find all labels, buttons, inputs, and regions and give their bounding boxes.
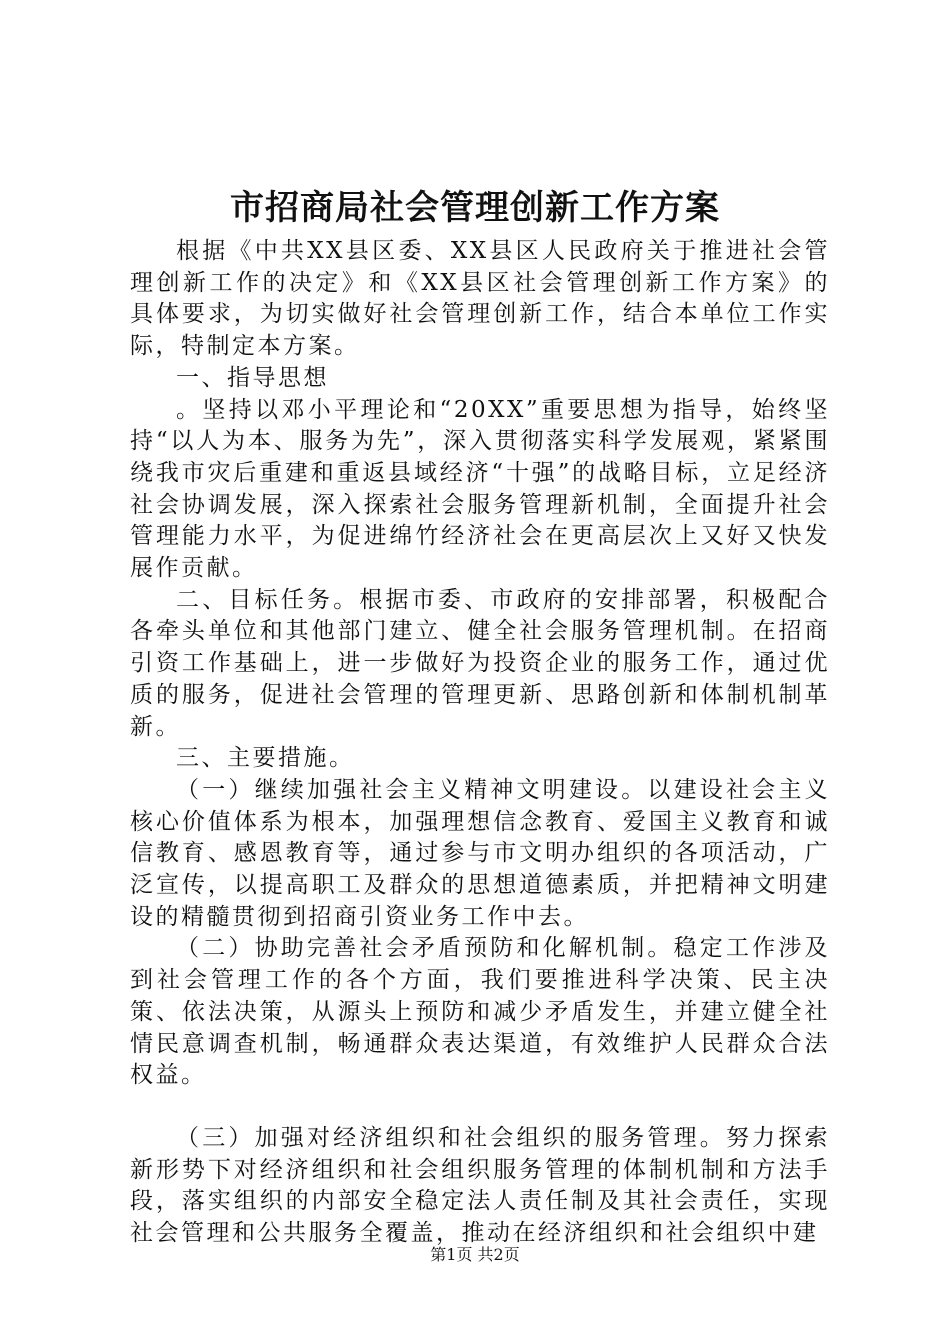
paragraph-measure-1: （一）继续加强社会主义精神文明建设。以建设社会主义核心价值体系为根本，加强理想信念教育、爱国主义教育和诚信教育、感恩教育等，通过参与市文明办组织的各项活动，广泛宣传，以提高职工及群众的思想道德素质，并把精神文明建设的精髓贯彻到招商引资业务工作中去。 — [130, 776, 830, 930]
paragraph-intro: 根据《中共XX县区委、XX县区人民政府关于推进社会管理创新工作的决定》和《XX县区社会管理创新工作方案》的具体要求，为切实做好社会管理创新工作，结合本单位工作实际，特制定本方案。 — [130, 238, 830, 360]
paragraph-guiding-thought: 。坚持以邓小平理论和“20XX”重要思想为指导，始终坚持“以人为本、服务为先”，深入贯彻落实科学发展观，紧紧围绕我市灾后重建和重返县域经济“十强”的战略目标，立足经济社会协调发展，深入探索社会服务管理新机制，全面提升社会管理能力水平，为促进绵竹经济社会在更高层次上又好又快发展作贡献。 — [130, 396, 830, 582]
paragraph-measure-3: （三）加强对经济组织和社会组织的服务管理。努力探索新形势下对经济组织和社会组织服务管理的体制机制和方法手段，落实组织的内部安全稳定法人责任制及其社会责任，实现社会管理和公共服务全覆盖，推动在经济组织和社会组织中建 — [130, 1124, 830, 1247]
page-number-footer: 第1页 共2页 — [430, 1245, 520, 1264]
paragraph-goals-tasks: 二、目标任务。根据市委、市政府的安排部署，积极配合各牵头单位和其他部门建立、健全社会服务管理机制。在招商引资工作基础上，进一步做好为投资企业的服务工作，通过优质的服务，促进社会管理的管理更新、思路创新和体制机制革新。 — [130, 586, 830, 740]
document-title: 市招商局社会管理创新工作方案 — [230, 188, 720, 228]
document-body — [130, 236, 830, 1250]
section-heading-guiding-thought: 一、指导思想 — [176, 364, 329, 391]
paragraph-measure-2: （二）协助完善社会矛盾预防和化解机制。稳定工作涉及到社会管理工作的各个方面，我们要推进科学决策、民主决策、依法决策，从源头上预防和减少矛盾发生，并建立健全社情民意调查机制，畅通群众表达渠道，有效维护人民群众合法权益。 — [130, 935, 830, 1089]
section-heading-main-measures: 三、主要措施。 — [176, 745, 355, 772]
